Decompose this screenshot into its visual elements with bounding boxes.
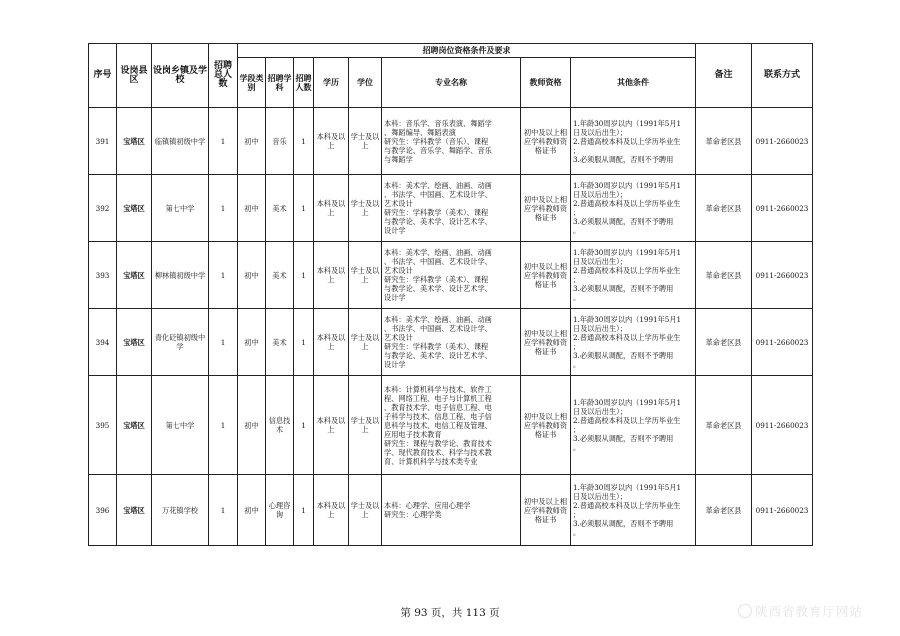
major-line: 艺术设计 xyxy=(384,266,413,275)
major-line: 本科：计算机科学与技术、软件工 xyxy=(384,384,492,394)
major-line: 与教学论、美术学、设计艺术学、 xyxy=(384,351,492,360)
cell-cert: 初中及以上相应学科教师资格证书 xyxy=(521,108,571,175)
cell-total: 1 xyxy=(209,309,238,376)
cell-stage: 初中 xyxy=(238,242,266,309)
major-line: 研究生：课程与教学论、教育技术 xyxy=(384,438,492,448)
other-line: 3.必须服从调配，否则不予聘用 xyxy=(573,351,674,360)
cell-stage: 初中 xyxy=(238,475,266,546)
cell-total: 1 xyxy=(209,108,238,175)
cell-count: 1 xyxy=(294,475,314,546)
other-line: ； xyxy=(573,275,581,284)
major-line: 研究生：学科教学（美术）、课程 xyxy=(384,208,489,217)
major-line: 应用电子技术教育 xyxy=(384,429,442,439)
cell-subject: 心理咨询 xyxy=(266,475,294,546)
major-line: 研究生：学科教学（美术）、课程 xyxy=(384,275,489,284)
major-line: 本科：美术学、绘画、油画、动画 xyxy=(384,181,492,190)
other-line: 3.必须服从调配，否则不予聘用 xyxy=(573,154,674,164)
cell-education: 本科及以上 xyxy=(314,108,349,175)
cell-contact: 0911-2660023 xyxy=(752,376,813,475)
cell-subject: 美术 xyxy=(266,309,294,376)
cell-degree: 学士及以上 xyxy=(349,242,382,309)
table-row xyxy=(89,475,813,546)
other-line: 3.必须服从调配，否则不予聘用 xyxy=(573,434,674,443)
header-cert: 教师资格 xyxy=(521,58,571,108)
cell-seq: 395 xyxy=(89,376,117,475)
major-line: 与教学论、音乐学、舞蹈学、音乐 xyxy=(384,145,492,155)
cell-county: 宝塔区 xyxy=(117,242,152,309)
major-line: 设计学 xyxy=(384,226,406,235)
major-line: 设计学 xyxy=(384,360,406,369)
cell-count: 1 xyxy=(294,175,314,242)
cell-county: 宝塔区 xyxy=(117,175,152,242)
cell-education: 本科及以上 xyxy=(314,376,349,475)
cell-cert: 初中及以上相应学科教师资格证书 xyxy=(521,309,571,376)
major-line: 与教学论、美术学、设计艺术学、 xyxy=(384,284,492,293)
cell-degree: 学士及以上 xyxy=(349,175,382,242)
cell-total: 1 xyxy=(209,242,238,309)
table-row xyxy=(89,108,813,175)
major-line: 艺术设计 xyxy=(384,199,413,208)
cell-total: 1 xyxy=(209,175,238,242)
major-line: 与教学论、美术学、设计艺术学、 xyxy=(384,217,492,226)
other-line: 1.年龄30周岁以内（1991年5月1 xyxy=(573,181,682,190)
cell-stage: 初中 xyxy=(238,175,266,242)
cell-major xyxy=(382,242,521,309)
other-line: ； xyxy=(573,425,581,434)
cell-other xyxy=(571,242,696,309)
cell-contact: 0911-2660023 xyxy=(752,242,813,309)
cell-count: 1 xyxy=(294,309,314,376)
cell-degree: 学士及以上 xyxy=(349,376,382,475)
header-contact: 联系方式 xyxy=(752,44,813,108)
cell-contact: 0911-2660023 xyxy=(752,309,813,376)
cell-other xyxy=(571,475,696,546)
cell-major xyxy=(382,108,521,175)
other-line: 2.普通高校本科及以上学历毕业生 xyxy=(573,266,681,275)
other-line: 1.年龄30周岁以内（1991年5月1 xyxy=(573,398,682,407)
cell-degree: 学士及以上 xyxy=(349,309,382,376)
cell-town: 第七中学 xyxy=(152,376,209,475)
other-line: 日及以后出生）； xyxy=(573,257,627,266)
cell-count: 1 xyxy=(294,108,314,175)
other-line: 2.普通高校本科及以上学历毕业生 xyxy=(573,199,681,208)
major-line: 程、网络工程、电子与计算机工程 xyxy=(384,393,492,403)
table-row xyxy=(89,175,813,242)
cell-contact: 0911-2660023 xyxy=(752,175,813,242)
cell-note: 革命老区县 xyxy=(696,309,752,376)
other-line: 1.年龄30周岁以内（1991年5月1 xyxy=(573,118,682,128)
table-row xyxy=(89,376,813,475)
cell-subject: 音乐 xyxy=(266,108,294,175)
table-row xyxy=(89,242,813,309)
major-line: 本科：美术学、绘画、油画、动画 xyxy=(384,248,492,257)
page-number: 第 93 页，共 113 页 xyxy=(400,607,500,619)
other-line: ； xyxy=(573,208,581,217)
cell-education: 本科及以上 xyxy=(314,475,349,546)
cell-contact: 0911-2660023 xyxy=(752,475,813,546)
other-line: 3.必须服从调配，否则不予聘用 xyxy=(573,519,674,528)
cell-education: 本科及以上 xyxy=(314,175,349,242)
header-town: 设岗乡镇及学校 xyxy=(152,44,209,108)
other-line: 2.普通高校本科及以上学历毕业生 xyxy=(573,416,681,425)
cell-other xyxy=(571,108,696,175)
cell-degree: 学士及以上 xyxy=(349,475,382,546)
cell-total: 1 xyxy=(209,475,238,546)
other-line: 。 xyxy=(573,443,581,452)
cell-note: 革命老区县 xyxy=(696,108,752,175)
cell-other xyxy=(571,376,696,475)
cell-subject: 信息技术 xyxy=(266,376,294,475)
cell-total: 1 xyxy=(209,376,238,475)
header-education: 学历 xyxy=(314,58,349,108)
header-subject: 招聘学科 xyxy=(266,58,294,108)
cell-town: 临镇镇初级中学 xyxy=(152,108,209,175)
header-major: 专业名称 xyxy=(382,58,521,108)
other-line: 日及以后出生）； xyxy=(573,324,627,333)
cell-note: 革命老区县 xyxy=(696,175,752,242)
header-total: 招聘总人数 xyxy=(209,44,238,108)
cell-seq: 392 xyxy=(89,175,117,242)
cell-seq: 394 xyxy=(89,309,117,376)
other-line: 日及以后出生）； xyxy=(573,492,627,501)
header-seq: 序号 xyxy=(89,44,117,108)
cell-count: 1 xyxy=(294,376,314,475)
cell-seq: 391 xyxy=(89,108,117,175)
cell-cert: 初中及以上相应学科教师资格证书 xyxy=(521,242,571,309)
cell-degree: 学士及以上 xyxy=(349,108,382,175)
recruitment-table-wrapper xyxy=(88,43,812,546)
cell-note: 革命老区县 xyxy=(696,475,752,546)
major-line: 息科学与技术、电信工程及管理、 xyxy=(384,420,492,430)
major-line: 、教育技术学、电子信息工程、电 xyxy=(384,402,492,412)
cell-stage: 初中 xyxy=(238,108,266,175)
cell-subject: 美术 xyxy=(266,175,294,242)
major-line: 本科：美术学、绘画、油画、动画 xyxy=(384,315,492,324)
cell-major xyxy=(382,475,521,546)
cell-note: 革命老区县 xyxy=(696,376,752,475)
header-note: 备注 xyxy=(696,44,752,108)
other-line: 1.年龄30周岁以内（1991年5月1 xyxy=(573,315,682,324)
other-line: 日及以后出生）； xyxy=(573,127,627,137)
cell-stage: 初中 xyxy=(238,376,266,475)
cell-stage: 初中 xyxy=(238,309,266,376)
watermark-text: 陕西省教育厅网站 xyxy=(755,604,864,619)
other-line: 3.必须服从调配，否则不予聘用 xyxy=(573,217,674,226)
major-line: 、舞蹈编导、舞蹈表演 xyxy=(384,127,456,137)
major-line: 、书法学、中国画、艺术设计学、 xyxy=(384,324,492,333)
cell-seq: 396 xyxy=(89,475,117,546)
cell-town: 柳林镇初级中学 xyxy=(152,242,209,309)
header-degree: 学位 xyxy=(349,58,382,108)
major-line: 研究生：学科教学（音乐）、课程 xyxy=(384,136,489,146)
cell-education: 本科及以上 xyxy=(314,309,349,376)
other-line: 1.年龄30周岁以内（1991年5月1 xyxy=(573,483,682,492)
major-line: 设计学 xyxy=(384,293,406,302)
cell-county: 宝塔区 xyxy=(117,475,152,546)
emblem-icon xyxy=(738,604,752,618)
cell-education: 本科及以上 xyxy=(314,242,349,309)
major-line: 子科学与技术、信息工程、电子信 xyxy=(384,411,492,421)
other-line: 3.必须服从调配，否则不予聘用 xyxy=(573,284,674,293)
major-line: 本科：音乐学、音乐表演、舞蹈学 xyxy=(384,118,492,128)
cell-cert: 初中及以上相应学科教师资格证书 xyxy=(521,376,571,475)
other-line: 2.普通高校本科及以上学历毕业生 xyxy=(573,333,681,342)
cell-contact: 0911-2660023 xyxy=(752,108,813,175)
major-line: 研究生：学科教学（美术）、课程 xyxy=(384,342,489,351)
header-count: 招聘人数 xyxy=(294,58,314,108)
other-line: ； xyxy=(573,145,581,155)
cell-town: 万花镇学校 xyxy=(152,475,209,546)
cell-cert: 初中及以上相应学科教师资格证书 xyxy=(521,175,571,242)
cell-note: 革命老区县 xyxy=(696,242,752,309)
cell-major xyxy=(382,376,521,475)
cell-other xyxy=(571,309,696,376)
cell-seq: 393 xyxy=(89,242,117,309)
major-line: 研究生：心理学类 xyxy=(384,510,442,519)
cell-county: 宝塔区 xyxy=(117,108,152,175)
cell-county: 宝塔区 xyxy=(117,376,152,475)
cell-count: 1 xyxy=(294,242,314,309)
other-line: 日及以后出生）； xyxy=(573,190,627,199)
other-line: 。 xyxy=(573,226,581,235)
major-line: 、书法学、中国画、艺术设计学、 xyxy=(384,190,492,199)
cell-cert: 初中及以上相应学科教师资格证书 xyxy=(521,475,571,546)
major-line: 、书法学、中国画、艺术设计学、 xyxy=(384,257,492,266)
header-group-title: 招聘岗位资格条件及要求 xyxy=(238,44,696,58)
cell-subject: 美术 xyxy=(266,242,294,309)
other-line: 2.普通高校本科及以上学历毕业生 xyxy=(573,136,681,146)
cell-major xyxy=(382,175,521,242)
other-line: 日及以后出生）； xyxy=(573,407,627,416)
cell-other xyxy=(571,175,696,242)
other-line: 2.普通高校本科及以上学历毕业生 xyxy=(573,501,681,510)
table-row xyxy=(89,309,813,376)
header-other: 其他条件 xyxy=(571,58,696,108)
major-line: 与舞蹈学 xyxy=(384,154,413,164)
major-line: 本科：心理学、应用心理学 xyxy=(384,501,471,510)
other-line: 1.年龄30周岁以内（1991年5月1 xyxy=(573,248,682,257)
cell-town: 青化砭镇初级中学 xyxy=(152,309,209,376)
other-line: 。 xyxy=(573,528,581,537)
watermark xyxy=(738,602,863,620)
other-line: 。 xyxy=(573,360,581,369)
major-line: 育、计算机科学与技术类专业 xyxy=(384,456,478,466)
other-line: ； xyxy=(573,510,581,519)
major-line: 学、现代教育技术、科学与技术教 xyxy=(384,447,492,457)
header-stage: 学段类别 xyxy=(238,58,266,108)
cell-town: 第七中学 xyxy=(152,175,209,242)
cell-county: 宝塔区 xyxy=(117,309,152,376)
other-line: 。 xyxy=(573,293,581,302)
recruitment-table xyxy=(88,43,813,546)
other-line: ； xyxy=(573,342,581,351)
cell-major xyxy=(382,309,521,376)
major-line: 艺术设计 xyxy=(384,333,413,342)
header-county: 设岗县区 xyxy=(117,44,152,108)
